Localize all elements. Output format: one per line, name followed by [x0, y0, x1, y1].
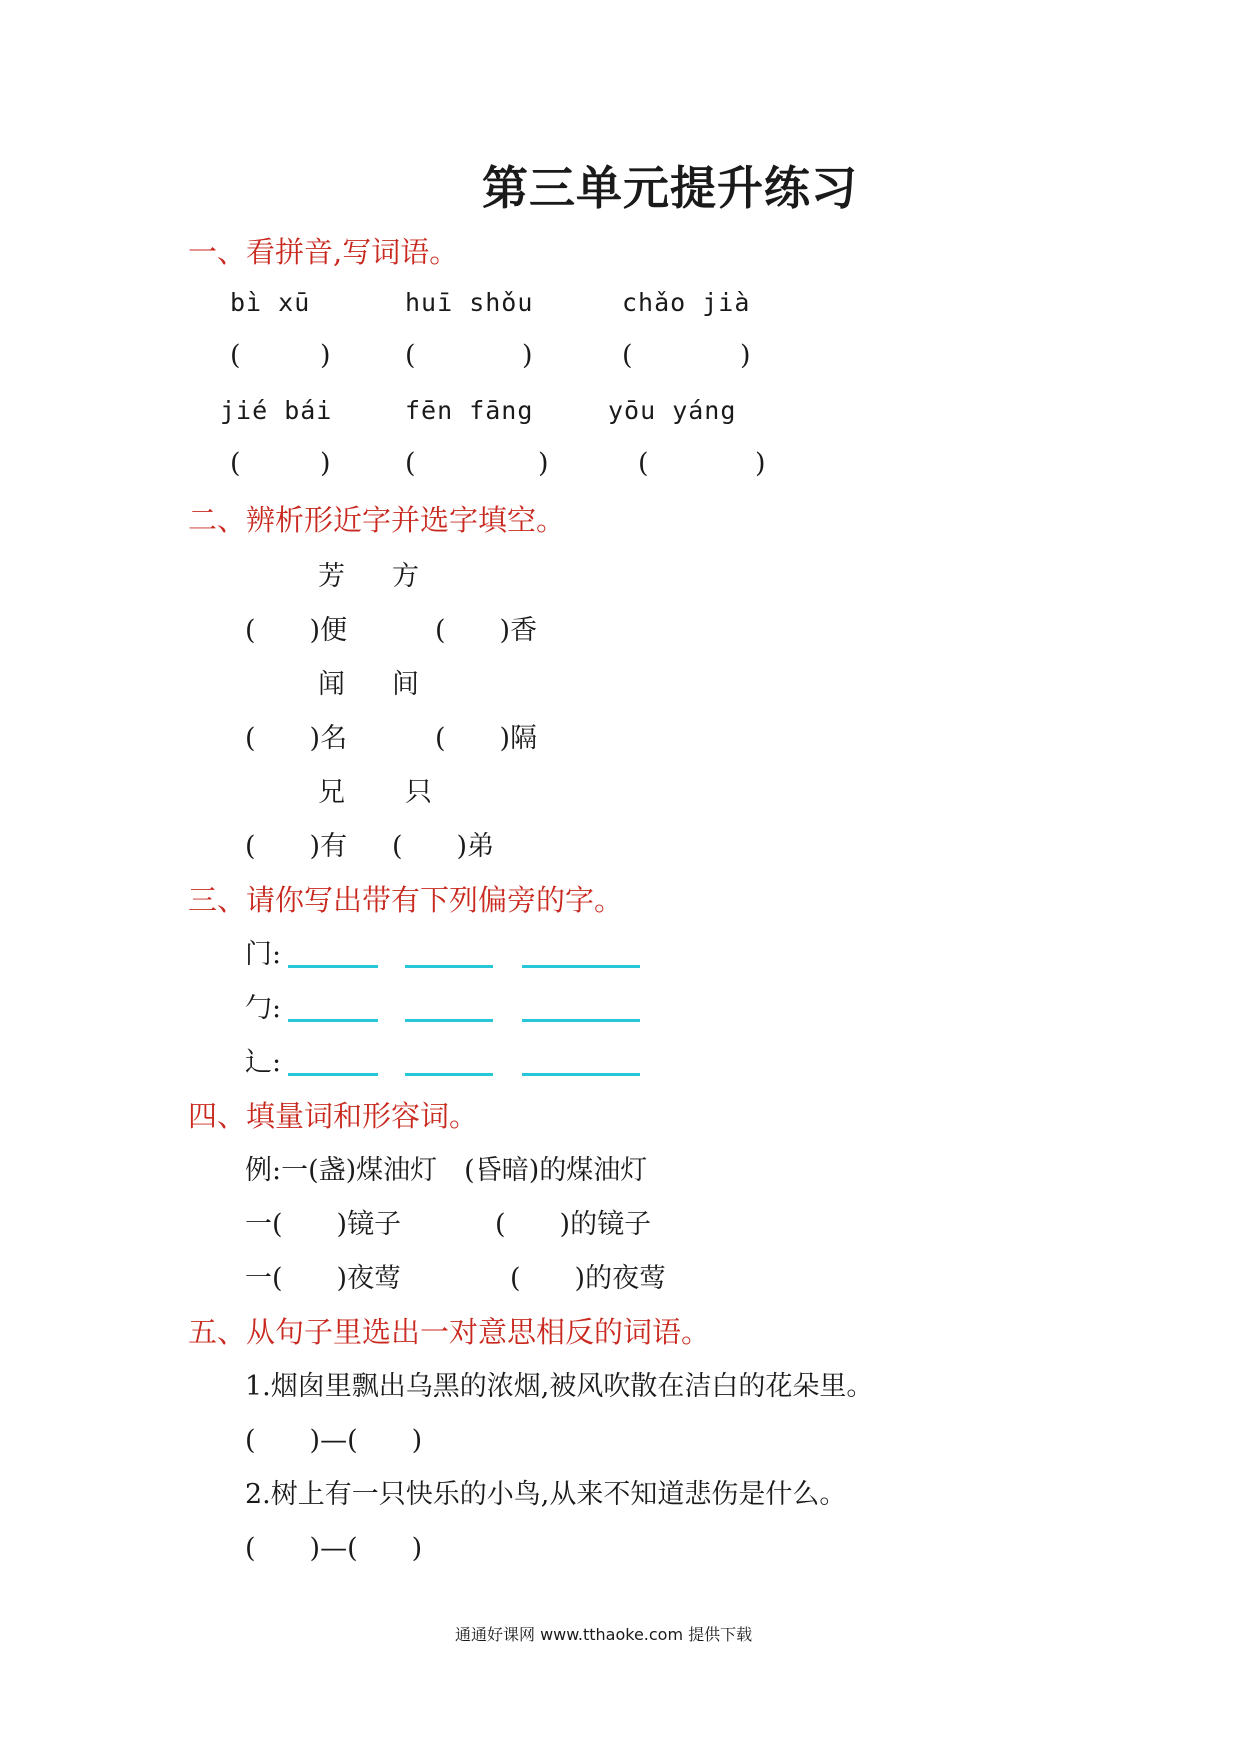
answer-paren-close: )	[320, 448, 331, 479]
answer-paren-close: )	[740, 340, 751, 371]
footer-credit: 通通好课网 www.tthaoke.com 提供下载	[455, 1625, 753, 1644]
answer-paren-close: )	[538, 448, 549, 479]
char-option: 闻	[318, 669, 345, 700]
radical-label: 辶:	[245, 1047, 282, 1078]
answer-paren-open[interactable]: (	[230, 340, 241, 371]
answer-line[interactable]	[405, 1019, 493, 1022]
example-line: 例:一(盏)煤油灯 (昏暗)的煤油灯	[245, 1155, 648, 1186]
answer-line[interactable]	[288, 965, 378, 968]
char-option: 芳	[318, 561, 345, 592]
answer-line[interactable]	[522, 1019, 640, 1022]
answer-line[interactable]	[522, 965, 640, 968]
pinyin-jiebai: jié bái	[220, 396, 333, 425]
radical-label: 勹:	[245, 993, 282, 1024]
pinyin-chaojia: chǎo jià	[622, 288, 751, 317]
section-3-heading: 三、请你写出带有下列偏旁的字。	[188, 883, 624, 917]
char-option: 兄	[318, 777, 345, 808]
answer-paren-open[interactable]: (	[405, 448, 416, 479]
section-4-heading: 四、填量词和形容词。	[188, 1099, 479, 1133]
char-option: 方	[392, 561, 419, 592]
answer-line[interactable]	[288, 1073, 378, 1076]
answer-paren-open[interactable]: (	[638, 448, 649, 479]
answer-paren-close: )	[755, 448, 766, 479]
answer-paren-close: )	[320, 340, 331, 371]
page-title: 第三单元提升练习	[482, 161, 858, 215]
answer-line[interactable]	[522, 1073, 640, 1076]
section-2-heading: 二、辨析形近字并选字填空。	[188, 503, 566, 537]
fill-blank[interactable]: 一( )镜子	[245, 1209, 402, 1240]
section-5-heading: 五、从句子里选出一对意思相反的词语。	[188, 1315, 711, 1349]
fill-blank[interactable]: ( )便	[245, 615, 348, 646]
answer-paren-open[interactable]: (	[622, 340, 633, 371]
fill-blank[interactable]: ( )名	[245, 723, 348, 754]
sentence: 1.烟囱里飘出乌黑的浓烟,被风吹散在洁白的花朵里。	[245, 1371, 874, 1402]
fill-blank[interactable]: ( )的镜子	[495, 1209, 652, 1240]
radical-label: 门:	[245, 939, 282, 970]
pinyin-huishou: huī shǒu	[405, 288, 534, 317]
char-option: 间	[392, 669, 419, 700]
fill-blank[interactable]: ( )香	[435, 615, 538, 646]
fill-blank[interactable]: ( )有	[245, 831, 348, 862]
answer-paren-close: )	[522, 340, 533, 371]
antonym-answer[interactable]: ( )—( )	[245, 1533, 423, 1564]
fill-blank[interactable]: ( )的夜莺	[510, 1263, 667, 1294]
answer-paren-open[interactable]: (	[405, 340, 416, 371]
antonym-answer[interactable]: ( )—( )	[245, 1425, 423, 1456]
pinyin-fenfang: fēn fāng	[405, 396, 534, 425]
sentence: 2.树上有一只快乐的小鸟,从来不知道悲伤是什么。	[245, 1479, 847, 1510]
answer-paren-open[interactable]: (	[230, 448, 241, 479]
fill-blank[interactable]: ( )隔	[435, 723, 538, 754]
char-option: 只	[405, 777, 432, 808]
pinyin-bixu: bì xū	[230, 288, 311, 317]
answer-line[interactable]	[405, 965, 493, 968]
fill-blank[interactable]: 一( )夜莺	[245, 1263, 402, 1294]
answer-line[interactable]	[288, 1019, 378, 1022]
fill-blank[interactable]: ( )弟	[392, 831, 495, 862]
section-1-heading: 一、看拼音,写词语。	[188, 235, 459, 269]
pinyin-youyang: yōu yáng	[608, 396, 737, 425]
answer-line[interactable]	[405, 1073, 493, 1076]
